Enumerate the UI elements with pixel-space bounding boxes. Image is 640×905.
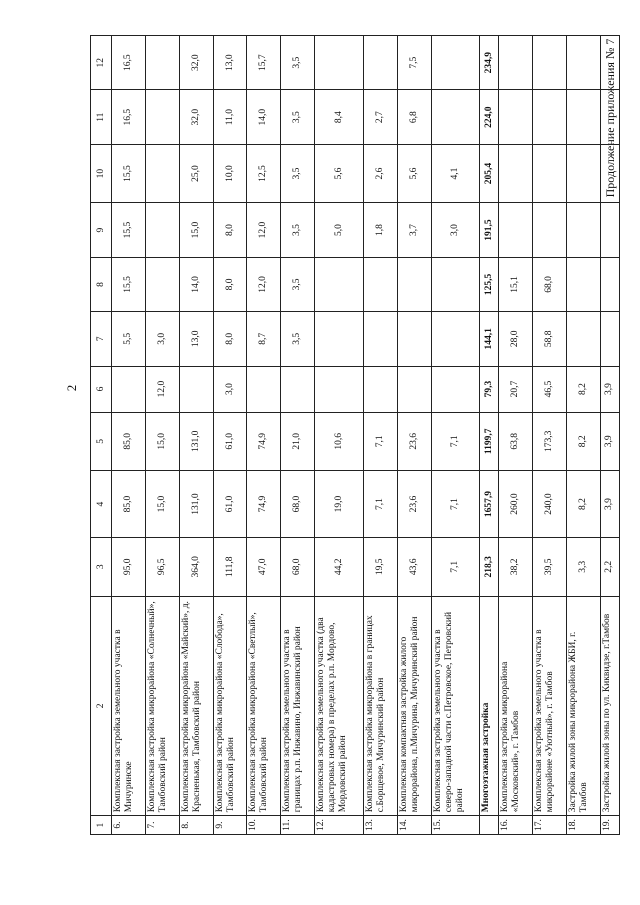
value-cell-7: 13,0 (179, 312, 213, 366)
row-number: 8. (179, 816, 213, 835)
value-cell-5: 8,2 (567, 412, 601, 471)
col-header: 2 (91, 596, 112, 816)
value-cell-7: 5,5 (112, 312, 146, 366)
object-name-cell: Комплексная застройка микрорайона в границах с.Борщевое, Мичуринский район (363, 596, 397, 816)
data-table (90, 35, 620, 835)
value-cell-6: 12,0 (145, 366, 179, 412)
value-cell-6 (281, 366, 315, 412)
value-cell-3: 47,0 (247, 538, 281, 597)
object-name-cell: Комплексная застройка микрорайона «Светлый», Тамбовский район (247, 596, 281, 816)
value-cell-10 (145, 144, 179, 203)
value-cell-8: 12,0 (247, 257, 281, 311)
col-header: 1 (91, 816, 112, 835)
col-header: 5 (91, 412, 112, 471)
value-cell-6 (247, 366, 281, 412)
table-area (90, 35, 620, 835)
row-number: 6. (112, 816, 146, 835)
value-cell-12 (600, 36, 619, 90)
value-cell-10: 15,5 (112, 144, 146, 203)
value-cell-8: 3,5 (281, 257, 315, 311)
value-cell-7: 144,1 (480, 312, 499, 366)
value-cell-9 (145, 203, 179, 257)
table-row (281, 36, 315, 835)
row-number: 17. (533, 816, 567, 835)
row-number: 18. (567, 816, 601, 835)
col-header: 4 (91, 471, 112, 538)
value-cell-9: 15,5 (112, 203, 146, 257)
value-cell-9: 1,8 (363, 203, 397, 257)
table-row-total (480, 36, 499, 835)
value-cell-8: 14,0 (179, 257, 213, 311)
value-cell-9: 8,0 (213, 203, 247, 257)
value-cell-7: 3,0 (145, 312, 179, 366)
table-row (112, 36, 146, 835)
value-cell-7: 8,7 (247, 312, 281, 366)
value-cell-4: 23,6 (397, 471, 431, 538)
value-cell-5: 74,9 (247, 412, 281, 471)
col-header: 7 (91, 312, 112, 366)
value-cell-10: 2,6 (363, 144, 397, 203)
value-cell-12: 3,5 (281, 36, 315, 90)
value-cell-3: 364,0 (179, 538, 213, 597)
row-number: 12. (315, 816, 364, 835)
value-cell-12 (533, 36, 567, 90)
value-cell-8: 15,1 (499, 257, 533, 311)
value-cell-7: 8,0 (213, 312, 247, 366)
value-cell-10 (533, 144, 567, 203)
row-number: 14. (397, 816, 431, 835)
row-number: 11. (281, 816, 315, 835)
value-cell-9 (600, 203, 619, 257)
value-cell-3: 3,3 (567, 538, 601, 597)
value-cell-12 (363, 36, 397, 90)
value-cell-12 (499, 36, 533, 90)
col-header: 9 (91, 203, 112, 257)
table-row (247, 36, 281, 835)
value-cell-8 (397, 257, 431, 311)
object-name-cell: Комплексная застройка земельного участка в микрорайоне «Уютный», г. Тамбов (533, 596, 567, 816)
object-name-cell: Застройка жилой зоны микрорайона ЖБИ, г. Тамбов (567, 596, 601, 816)
value-cell-10: 12,5 (247, 144, 281, 203)
value-cell-4: 240,0 (533, 471, 567, 538)
value-cell-9 (567, 203, 601, 257)
value-cell-5: 61,0 (213, 412, 247, 471)
value-cell-7 (567, 312, 601, 366)
value-cell-8 (600, 257, 619, 311)
table-row (397, 36, 431, 835)
value-cell-6 (397, 366, 431, 412)
value-cell-8: 8,0 (213, 257, 247, 311)
row-number: 13. (363, 816, 397, 835)
object-name-cell: Застройка жилой зоны по ул. Киквидзе, г.Тамбов (600, 596, 619, 816)
value-cell-3: 111,8 (213, 538, 247, 597)
value-cell-5: 7,1 (363, 412, 397, 471)
value-cell-3: 43,6 (397, 538, 431, 597)
table-row (179, 36, 213, 835)
value-cell-4: 85,0 (112, 471, 146, 538)
value-cell-6: 46,5 (533, 366, 567, 412)
table-row (567, 36, 601, 835)
value-cell-12: 234,9 (480, 36, 499, 90)
table-row (600, 36, 619, 835)
value-cell-10: 205,4 (480, 144, 499, 203)
value-cell-3: 44,2 (315, 538, 364, 597)
value-cell-3: 95,0 (112, 538, 146, 597)
value-cell-11: 14,0 (247, 90, 281, 144)
row-number: 10. (247, 816, 281, 835)
object-name-cell: Комплексная застройка земельного участка в границах р.п. Инжавино, Инжавинский район (281, 596, 315, 816)
value-cell-4: 7,1 (363, 471, 397, 538)
value-cell-11 (533, 90, 567, 144)
value-cell-10: 25,0 (179, 144, 213, 203)
table-row (213, 36, 247, 835)
value-cell-7 (363, 312, 397, 366)
table-row (431, 36, 480, 835)
value-cell-8: 125,5 (480, 257, 499, 311)
value-cell-4: 15,0 (145, 471, 179, 538)
value-cell-5: 131,0 (179, 412, 213, 471)
value-cell-12 (145, 36, 179, 90)
value-cell-7: 58,8 (533, 312, 567, 366)
value-cell-6 (315, 366, 364, 412)
value-cell-9: 5,0 (315, 203, 364, 257)
value-cell-4: 61,0 (213, 471, 247, 538)
row-number: 19. (600, 816, 619, 835)
value-cell-12: 15,7 (247, 36, 281, 90)
value-cell-8: 15,5 (112, 257, 146, 311)
page-number: 2 (64, 384, 79, 392)
value-cell-9: 3,7 (397, 203, 431, 257)
value-cell-12: 7,5 (397, 36, 431, 90)
value-cell-9: 3,0 (431, 203, 480, 257)
value-cell-6: 79,3 (480, 366, 499, 412)
object-name-cell: Комплексная компактная застройка жилого микрорайона, п.Мичурина, Мичуринский район (397, 596, 431, 816)
value-cell-11 (600, 90, 619, 144)
value-cell-10 (600, 144, 619, 203)
value-cell-12 (431, 36, 480, 90)
value-cell-10 (499, 144, 533, 203)
value-cell-6 (112, 366, 146, 412)
value-cell-9: 191,5 (480, 203, 499, 257)
value-cell-11: 16,5 (112, 90, 146, 144)
value-cell-4: 8,2 (567, 471, 601, 538)
row-number: 15. (431, 816, 480, 835)
value-cell-3: 68,0 (281, 538, 315, 597)
value-cell-5: 85,0 (112, 412, 146, 471)
value-cell-5: 15,0 (145, 412, 179, 471)
value-cell-9 (499, 203, 533, 257)
value-cell-10: 5,6 (397, 144, 431, 203)
value-cell-4: 68,0 (281, 471, 315, 538)
value-cell-3: 19,5 (363, 538, 397, 597)
value-cell-10 (567, 144, 601, 203)
object-name-cell: Комплексная застройка микрорайона «Майский», д. Красненькая, Тамбовский район (179, 596, 213, 816)
value-cell-8 (567, 257, 601, 311)
value-cell-3: 2,2 (600, 538, 619, 597)
value-cell-7 (397, 312, 431, 366)
value-cell-5: 23,6 (397, 412, 431, 471)
value-cell-10: 10,0 (213, 144, 247, 203)
object-name-cell: Комплексная застройка микрорайона «Слобода», Тамбовский район (213, 596, 247, 816)
row-number (480, 816, 499, 835)
table-row (363, 36, 397, 835)
col-header: 3 (91, 538, 112, 597)
appendix-title: Продолжение приложения № 7 (603, 38, 617, 198)
row-number: 7. (145, 816, 179, 835)
value-cell-5: 10,6 (315, 412, 364, 471)
value-cell-11: 6,8 (397, 90, 431, 144)
object-name-cell: Многоэтажная застройка (480, 596, 499, 816)
value-cell-5: 1199,7 (480, 412, 499, 471)
value-cell-9 (533, 203, 567, 257)
col-header: 12 (91, 36, 112, 90)
value-cell-8 (363, 257, 397, 311)
value-cell-6: 8,2 (567, 366, 601, 412)
table-row (315, 36, 364, 835)
value-cell-5: 3,9 (600, 412, 619, 471)
value-cell-10: 3,5 (281, 144, 315, 203)
value-cell-11: 3,5 (281, 90, 315, 144)
value-cell-6 (363, 366, 397, 412)
col-header: 10 (91, 144, 112, 203)
value-cell-11: 8,4 (315, 90, 364, 144)
value-cell-11 (499, 90, 533, 144)
value-cell-5: 63,8 (499, 412, 533, 471)
value-cell-4: 3,9 (600, 471, 619, 538)
value-cell-8 (315, 257, 364, 311)
value-cell-6 (179, 366, 213, 412)
row-number: 9. (213, 816, 247, 835)
value-cell-12: 32,0 (179, 36, 213, 90)
value-cell-7 (315, 312, 364, 366)
value-cell-6: 3,0 (213, 366, 247, 412)
value-cell-3: 218,3 (480, 538, 499, 597)
value-cell-12: 13,0 (213, 36, 247, 90)
col-header: 6 (91, 366, 112, 412)
value-cell-7: 3,5 (281, 312, 315, 366)
table-row (533, 36, 567, 835)
col-header: 8 (91, 257, 112, 311)
value-cell-7 (600, 312, 619, 366)
row-number: 16. (499, 816, 533, 835)
value-cell-4: 7,1 (431, 471, 480, 538)
value-cell-12: 16,5 (112, 36, 146, 90)
object-name-cell: Комплексная застройка земельного участка в северо-западной части с.Петровское, Петровский район (431, 596, 480, 816)
value-cell-5: 7,1 (431, 412, 480, 471)
value-cell-9: 15,0 (179, 203, 213, 257)
value-cell-9: 3,5 (281, 203, 315, 257)
value-cell-10: 5,6 (315, 144, 364, 203)
value-cell-11: 32,0 (179, 90, 213, 144)
value-cell-11: 224,0 (480, 90, 499, 144)
value-cell-3: 96,5 (145, 538, 179, 597)
table-row (145, 36, 179, 835)
value-cell-9: 12,0 (247, 203, 281, 257)
header-row (91, 36, 112, 835)
value-cell-3: 38,2 (499, 538, 533, 597)
value-cell-8: 68,0 (533, 257, 567, 311)
value-cell-12 (315, 36, 364, 90)
value-cell-6 (431, 366, 480, 412)
value-cell-3: 39,5 (533, 538, 567, 597)
object-name-cell: Комплексная застройка микрорайона «Московский», г. Тамбов (499, 596, 533, 816)
value-cell-8 (145, 257, 179, 311)
value-cell-11 (431, 90, 480, 144)
value-cell-10: 4,1 (431, 144, 480, 203)
value-cell-6: 3,9 (600, 366, 619, 412)
value-cell-7: 28,0 (499, 312, 533, 366)
object-name-cell: Комплексная застройка микрорайона «Солнечный», Тамбовский район (145, 596, 179, 816)
value-cell-6: 20,7 (499, 366, 533, 412)
value-cell-5: 173,3 (533, 412, 567, 471)
object-name-cell: Комплексная застройка земельного участка в Мичуринске (112, 596, 146, 816)
value-cell-5: 21,0 (281, 412, 315, 471)
value-cell-12 (567, 36, 601, 90)
value-cell-7 (431, 312, 480, 366)
table-row (499, 36, 533, 835)
value-cell-4: 1657,9 (480, 471, 499, 538)
value-cell-11 (567, 90, 601, 144)
value-cell-8 (431, 257, 480, 311)
value-cell-11: 11,0 (213, 90, 247, 144)
value-cell-4: 74,9 (247, 471, 281, 538)
value-cell-11 (145, 90, 179, 144)
value-cell-4: 131,0 (179, 471, 213, 538)
col-header: 11 (91, 90, 112, 144)
value-cell-11: 2,7 (363, 90, 397, 144)
value-cell-4: 260,0 (499, 471, 533, 538)
value-cell-3: 7,1 (431, 538, 480, 597)
object-name-cell: Комплексная застройка земельного участка (два кадастровых номера) в пределах р.п. Мордово, Мордовский район (315, 596, 364, 816)
value-cell-4: 19,0 (315, 471, 364, 538)
